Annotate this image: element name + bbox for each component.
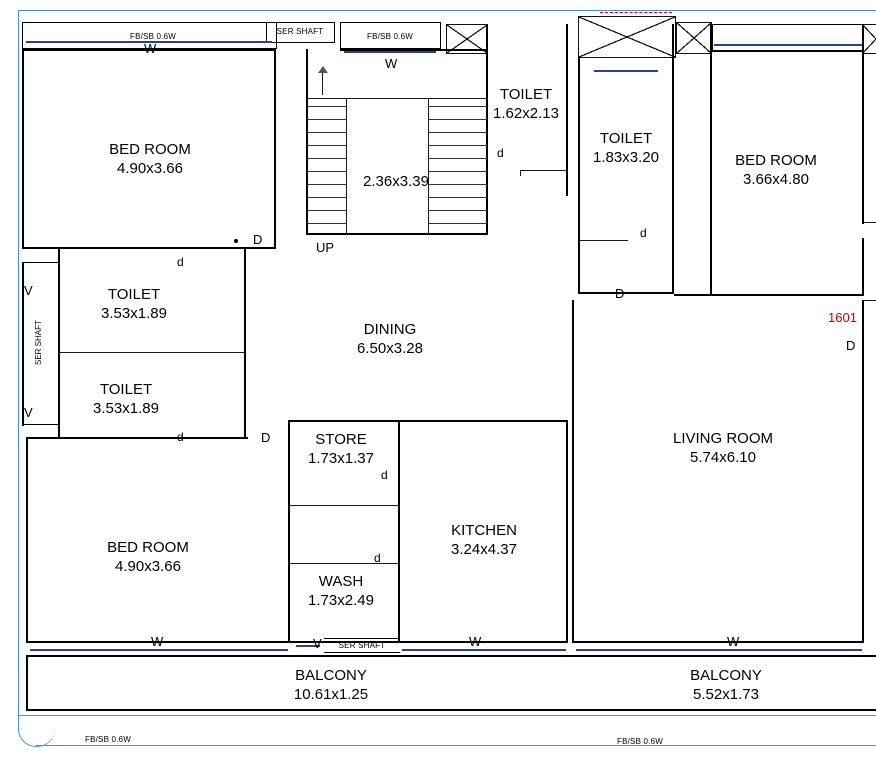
top-mid-setback-box-t <box>340 22 440 23</box>
stair-tread <box>429 197 487 198</box>
wall-left-toilets-right <box>244 247 246 439</box>
boundary-top-right <box>578 10 876 11</box>
stair-tread <box>307 223 346 224</box>
fb-sb-label-top-left: FB/SB 0.6W <box>129 32 176 41</box>
stair-landing-line <box>306 98 346 99</box>
room-label-living <box>633 430 813 468</box>
room-dim: 1.73x2.49 <box>308 591 374 609</box>
wall-balcony-left-edge <box>26 655 28 711</box>
wall-left-toilets-top <box>58 247 246 249</box>
wall-ser-shaft-bottom-b <box>324 652 400 653</box>
room-dim: 1.62x2.13 <box>493 104 559 122</box>
stair-tread <box>307 171 346 172</box>
window-mark-top-left: W <box>144 41 157 56</box>
room-dim: 6.50x3.28 <box>357 339 423 357</box>
room-dim: 5.52x1.73 <box>693 685 759 703</box>
door-mark-toilet-tr: D <box>615 286 625 301</box>
room-dim: 10.61x1.25 <box>293 685 369 703</box>
window-glass-top-mid <box>344 51 436 53</box>
wall-balcony-mid-top <box>400 655 572 657</box>
room-name: KITCHEN <box>451 522 517 539</box>
wall-balcony-left-top <box>26 655 400 657</box>
wall-store-bottom <box>290 505 398 506</box>
window-mark-bottom-mid: W <box>469 634 482 649</box>
room-name: BED ROOM <box>109 141 191 158</box>
boundary-bottom <box>36 745 876 746</box>
room-label-dining <box>330 321 450 359</box>
wall-toilet-tm-bottom2 <box>520 170 521 176</box>
top-left-setback-box-left <box>22 22 23 49</box>
stair-flight-box-left <box>346 98 347 234</box>
room-label-toilet-top-mid <box>466 86 586 124</box>
door-mark-toilet-left: D <box>261 430 271 445</box>
stair-up-arrow-stem <box>322 73 323 95</box>
room-label-toilet-top-right <box>566 130 686 168</box>
wall-bedroom-tr-right2 <box>862 238 864 296</box>
room-label-toilet-left-lower <box>66 381 186 419</box>
stair-tread <box>429 145 487 146</box>
vent-mark-left-lower: V <box>24 405 33 420</box>
room-name: WASH <box>318 573 364 590</box>
room-label-store <box>286 431 396 469</box>
boundary-left <box>18 10 19 710</box>
stair-tread <box>429 223 487 224</box>
stair-tread <box>307 132 346 133</box>
room-label-bedroom-top-left <box>48 141 252 179</box>
stair-tread <box>307 119 346 120</box>
wall-bedroom-tl-left <box>22 49 24 249</box>
wall-stair-bottom <box>306 233 488 235</box>
room-dim: 1.83x3.20 <box>593 148 659 166</box>
ser-shaft-label-bottom: SER SHAFT <box>338 641 386 650</box>
stair-tread <box>307 197 346 198</box>
room-name: BALCONY <box>295 667 367 684</box>
stair-up-label: UP <box>316 240 335 255</box>
ser-shaft-top-box <box>266 22 334 23</box>
room-label-bedroom-bottom <box>46 539 250 577</box>
top-left-setback-box-top <box>22 22 276 23</box>
wall-living-right-ext <box>864 300 876 301</box>
wall-junction-dot <box>234 239 238 243</box>
wall-left-toilets-left <box>58 249 60 439</box>
room-name: TOILET <box>99 381 153 398</box>
fb-sb-label-bottom-left: FB/SB 0.6W <box>84 735 131 744</box>
stair-tread <box>307 106 346 107</box>
stair-tread <box>307 210 346 211</box>
room-label-kitchen <box>424 522 544 560</box>
wall-balcony-right-top <box>572 655 876 657</box>
door-mark-entry: D <box>846 338 856 353</box>
ser-shaft-label-left: SER SHAFT <box>34 320 43 365</box>
room-name: STORE <box>315 431 367 448</box>
room-name: TOILET <box>499 86 553 103</box>
door-mark-minor-toilet-tr: d <box>640 226 647 240</box>
wall-left-toilets-div <box>58 352 244 353</box>
boundary-top-left <box>18 10 578 11</box>
unit-number-label: 1601 <box>828 310 857 325</box>
wall-bedroom-tr-top <box>710 50 862 52</box>
ser-shaft-label-top: SER SHAFT <box>276 27 324 36</box>
wall-living-right <box>862 300 864 642</box>
fb-sb-label-top-mid: FB/SB 0.6W <box>366 32 413 41</box>
room-dim: 3.53x1.89 <box>101 304 167 322</box>
wall-ser-shaft-bottom-t <box>324 638 400 639</box>
wall-bedroom-bl-left <box>26 437 28 642</box>
room-label-bedroom-top-right <box>686 152 866 190</box>
room-name: TOILET <box>599 130 653 147</box>
wall-kitchen-top <box>400 420 568 422</box>
wall-toilet-tr-bottom <box>578 292 674 294</box>
top-right-box-l <box>712 24 713 51</box>
wall-bedroom-bl-top <box>26 437 248 439</box>
top-right-box-t <box>712 24 862 25</box>
room-name: DINING <box>363 321 417 338</box>
room-name: LIVING ROOM <box>672 430 773 447</box>
room-name: BED ROOM <box>107 539 189 556</box>
wall-living-bottom <box>572 641 864 643</box>
window-mark-top-mid: W <box>385 56 398 71</box>
window-mark-bottom-right: W <box>727 634 740 649</box>
boundary-inner-line <box>18 715 876 716</box>
room-dim: 3.66x4.80 <box>743 170 809 188</box>
room-label-balcony-left <box>271 667 391 705</box>
wall-wash-top <box>290 563 398 564</box>
vent-mark-bottom: V <box>313 636 322 651</box>
stair-tread <box>429 132 487 133</box>
vent-mark-left-upper: V <box>24 283 33 298</box>
wall-kitchen-right <box>566 420 568 642</box>
stair-tread <box>429 210 487 211</box>
room-label-wash <box>286 573 396 611</box>
stair-tread <box>429 158 487 159</box>
stair-tread <box>307 145 346 146</box>
room-dim: 3.53x1.89 <box>93 399 159 417</box>
door-mark-minor-store: d <box>381 468 388 482</box>
room-dim: 1.73x1.37 <box>308 449 374 467</box>
duct-hatch-top-far-right <box>862 24 876 54</box>
room-dim: 3.24x4.37 <box>451 540 517 558</box>
wall-kitchen-bottom <box>400 641 568 643</box>
wall-ser-shaft-left-bottom <box>22 424 58 425</box>
duct-hatch-top-right-b <box>676 22 712 54</box>
wall-toilet-tr-div <box>580 240 628 241</box>
wall-stair-left <box>306 49 308 235</box>
wall-stair-top <box>340 49 488 51</box>
door-mark-minor-toilet-left: d <box>177 255 184 269</box>
wall-stair-right <box>486 24 488 235</box>
window-glass-top-right <box>594 70 658 72</box>
room-label-balcony-right <box>666 667 786 705</box>
window-mark-bottom-left: W <box>151 634 164 649</box>
duct-hatch-top-right-a <box>578 16 676 58</box>
red-dashed-marker <box>600 12 672 13</box>
stair-tread <box>307 158 346 159</box>
ser-shaft-top-box-b <box>266 42 334 43</box>
room-dim: 5.74x6.10 <box>690 448 756 466</box>
room-name: TOILET <box>107 286 161 303</box>
door-mark-minor-toilet-left2: d <box>177 430 184 444</box>
room-dim: 4.90x3.66 <box>117 159 183 177</box>
wall-ser-shaft-left-top <box>22 262 58 263</box>
door-mark-minor-wash: d <box>374 551 381 565</box>
wall-store-right <box>398 420 400 642</box>
wall-toilet-tm-bottom <box>520 170 566 171</box>
stair-dim: 2.36x3.39 <box>363 173 429 190</box>
room-name: BED ROOM <box>735 152 817 169</box>
wall-balcony-bottom <box>26 709 876 711</box>
room-label-toilet-left-upper <box>74 286 194 324</box>
window-glass-top-far-right <box>714 44 862 46</box>
wall-bedroom-tr-ext <box>864 222 876 223</box>
room-name: BALCONY <box>690 667 762 684</box>
wall-bedroom-tl-right <box>274 49 276 249</box>
room-dim: 4.90x3.66 <box>115 557 181 575</box>
wall-bedroom-tr-right <box>862 24 864 224</box>
stair-tread <box>429 171 487 172</box>
wall-living-left <box>572 300 574 642</box>
stair-up-arrow-icon <box>318 66 328 73</box>
wall-store-top <box>290 420 400 422</box>
wall-bedroom-tr-bottom <box>674 294 864 296</box>
top-mid-setback-box-r <box>440 22 441 49</box>
window-glass-bottom-right <box>576 649 862 651</box>
fb-sb-label-bottom-right: FB/SB 0.6W <box>616 737 663 746</box>
window-glass-bottom-left <box>30 649 288 651</box>
door-mark-minor-toilet-tm: d <box>497 146 504 160</box>
door-mark-bedroom-tl: D <box>253 232 263 247</box>
window-glass-bottom-mid <box>402 649 566 651</box>
